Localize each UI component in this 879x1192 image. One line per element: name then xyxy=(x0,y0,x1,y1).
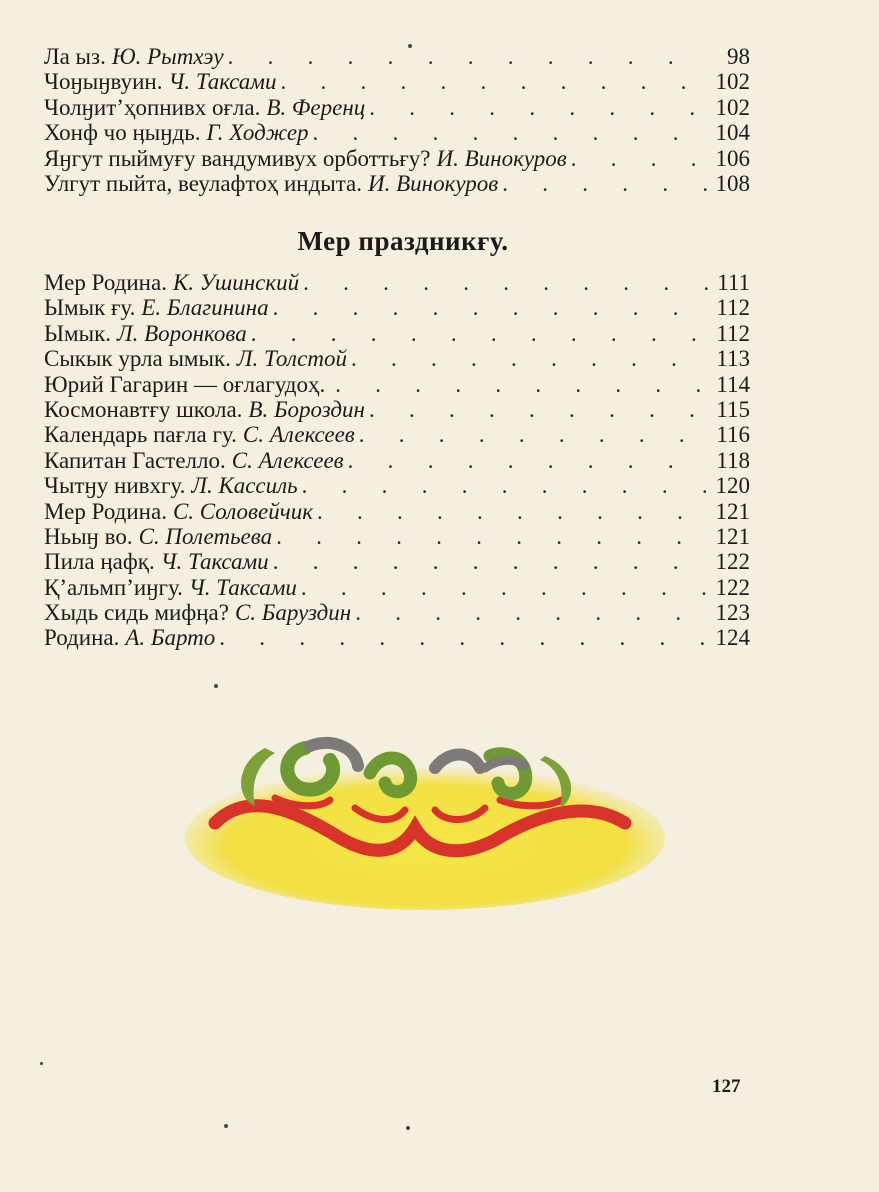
dot-leader xyxy=(276,524,708,549)
entry-title: Чоӈыӈвуин. xyxy=(44,69,163,95)
entry-title: Қʼальмпʼиӈгу. xyxy=(44,574,183,600)
dot-leader xyxy=(301,575,708,600)
entry-title: Капитан Гастелло. xyxy=(44,447,226,473)
entry-title: Ымык. xyxy=(44,320,111,346)
toc-entry xyxy=(44,625,750,650)
entry-page: 104 xyxy=(715,120,750,146)
entry-author: Л. Кассиль xyxy=(191,473,298,499)
dot-leader xyxy=(317,499,708,524)
entry-page: 120 xyxy=(715,473,750,499)
entry-page: 116 xyxy=(716,422,750,448)
dot-leader xyxy=(571,146,708,171)
entry-title: Мер Родина. xyxy=(44,270,167,295)
toc-entry xyxy=(44,120,750,145)
toc-entry xyxy=(44,422,750,447)
entry-page: 118 xyxy=(716,447,750,473)
toc-entry xyxy=(44,524,750,549)
entry-author: С. Баруздин xyxy=(234,600,352,626)
entry-page: 122 xyxy=(715,549,750,575)
paper-speck xyxy=(214,684,218,688)
dot-leader xyxy=(273,295,708,320)
entry-page: 122 xyxy=(715,574,750,600)
toc-entry xyxy=(44,397,750,422)
entry-author: И. Винокуров xyxy=(368,170,499,196)
page-number: 127 xyxy=(712,1076,741,1097)
entry-author: Ч. Таксами xyxy=(168,69,277,95)
entry-page: 112 xyxy=(716,320,750,346)
entry-page: 115 xyxy=(716,396,750,422)
entry-page: 102 xyxy=(715,69,750,95)
ornament-gray-center-curl xyxy=(435,755,480,769)
toc-entry xyxy=(44,146,750,171)
toc-entry xyxy=(44,69,750,94)
toc-entry xyxy=(44,473,750,498)
entry-page: 124 xyxy=(715,625,750,651)
entry-author: Л. Толстой xyxy=(236,346,347,372)
toc-entry xyxy=(44,270,750,295)
dot-leader xyxy=(313,120,708,145)
entry-page: 121 xyxy=(715,498,750,524)
section-heading: Мер праздникғу. xyxy=(297,226,509,256)
entry-page: 114 xyxy=(716,371,750,397)
entry-author: С. Соловейчик xyxy=(172,498,313,524)
dot-leader xyxy=(351,346,708,371)
entry-page: 102 xyxy=(715,94,750,120)
paper-speck xyxy=(40,1062,43,1065)
dot-leader xyxy=(369,397,708,422)
dot-leader xyxy=(219,625,708,650)
entry-author: К. Ушинский xyxy=(172,270,300,295)
entry-page: 98 xyxy=(727,44,750,69)
entry-page: 111 xyxy=(717,270,750,295)
entry-author: И. Винокуров xyxy=(436,145,567,171)
dot-leader xyxy=(348,448,708,473)
entry-page: 106 xyxy=(715,145,750,171)
entry-page: 112 xyxy=(716,295,750,321)
ornament-illustration xyxy=(180,728,690,918)
entry-title: Ньыӈ во. xyxy=(44,523,133,549)
entry-author: С. Алексеев xyxy=(242,422,355,448)
toc-entry xyxy=(44,372,750,397)
toc-list-bottom xyxy=(44,270,750,651)
paper-speck xyxy=(406,1126,410,1130)
entry-title: Родина. xyxy=(44,625,120,651)
toc-entry xyxy=(44,549,750,574)
ornament-green-left-curl xyxy=(287,748,333,790)
dot-leader xyxy=(273,549,708,574)
toc-entry xyxy=(44,295,750,320)
entry-title: Календарь пағла гу. xyxy=(44,422,237,448)
entry-author: Е. Благинина xyxy=(141,295,269,321)
entry-page: 123 xyxy=(715,600,750,626)
entry-author: Ю. Рытхэу xyxy=(111,44,224,69)
dot-leader xyxy=(369,95,708,120)
entry-author: Г. Ходжер xyxy=(206,120,309,146)
toc-entry xyxy=(44,171,750,196)
toc-entry xyxy=(44,346,750,371)
entry-author: В. Бороздин xyxy=(248,396,365,422)
toc-entry xyxy=(44,95,750,120)
entry-author: Л. Воронкова xyxy=(117,320,247,346)
dot-leader xyxy=(355,600,708,625)
entry-title: Хонф чо ӊыӈдь. xyxy=(44,120,201,146)
entry-page: 113 xyxy=(716,346,750,372)
toc-entry xyxy=(44,448,750,473)
entry-title: Юрий Гагарин — оғлагудоҳ. xyxy=(44,371,326,397)
dot-leader xyxy=(280,69,708,94)
entry-title: Космонавтғу школа. xyxy=(44,396,243,422)
toc-entry xyxy=(44,321,750,346)
entry-title: Пила ӊафқ. xyxy=(44,549,155,575)
toc-entry xyxy=(44,499,750,524)
entry-title: Чолӈитʼҳопнивх оғла. xyxy=(44,94,261,120)
dot-leader xyxy=(228,44,708,69)
entry-title: Хыдь сидь мифӊа? xyxy=(44,600,229,626)
dot-leader xyxy=(359,422,708,447)
entry-title: Ымык ғу. xyxy=(44,295,136,321)
entry-title: Сыкык урла ымык. xyxy=(44,346,231,372)
entry-author: В. Ференц xyxy=(266,94,366,120)
toc-entry xyxy=(44,575,750,600)
toc-entry xyxy=(44,600,750,625)
dot-leader xyxy=(302,473,708,498)
dot-leader xyxy=(502,171,708,196)
entry-author: А. Барто xyxy=(125,625,216,651)
dot-leader xyxy=(335,372,708,397)
entry-author: С. Алексеев xyxy=(231,447,344,473)
toc-entry xyxy=(44,44,750,69)
toc-list-top xyxy=(44,44,750,196)
entry-title: Чытӈу нивхгу. xyxy=(44,473,186,499)
entry-page: 108 xyxy=(715,170,750,196)
dot-leader xyxy=(251,321,708,346)
entry-page: 121 xyxy=(715,523,750,549)
paper-speck xyxy=(408,44,412,48)
entry-title: Улгут пыйта, веулафтоҳ индыта. xyxy=(44,170,363,196)
entry-title: Яӈгут пыймуғу вандумивух орботтьғу? xyxy=(44,145,431,171)
entry-author: С. Полетьева xyxy=(138,523,273,549)
paper-speck xyxy=(224,1124,228,1128)
ornament-gray-right-curl xyxy=(485,760,525,768)
entry-title: Мер Родина. xyxy=(44,498,167,524)
entry-author: Ч. Таксами xyxy=(188,574,297,600)
entry-author: Ч. Таксами xyxy=(160,549,269,575)
dot-leader xyxy=(303,270,708,295)
entry-title: Ла ыз. xyxy=(44,44,106,69)
